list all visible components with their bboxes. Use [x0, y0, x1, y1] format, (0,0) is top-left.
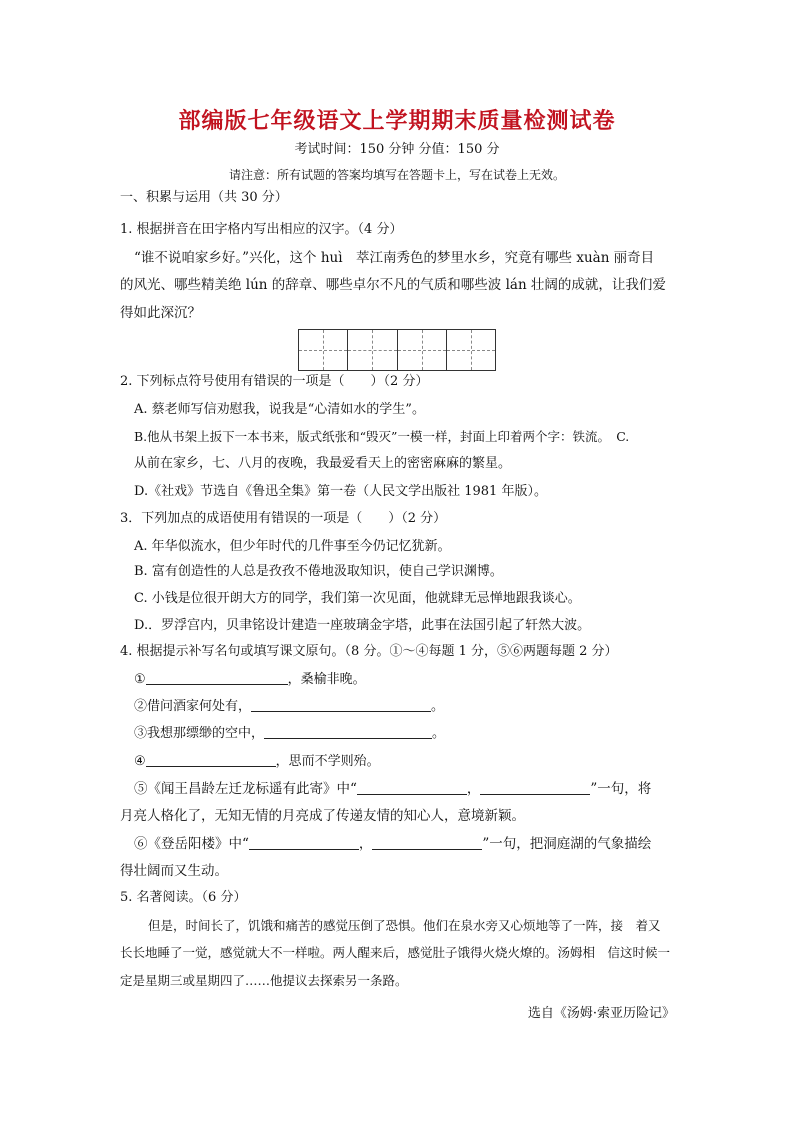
answer-blank-5b[interactable] — [480, 780, 590, 795]
q4-item-1-number: ① — [134, 672, 146, 687]
q3-option-b: B. 富有创造性的人总是孜孜不倦地汲取知识，使自己学识渊博。 — [134, 564, 503, 579]
q3-option-c: C. 小钱是位很开朗大方的同学，我们第一次见面，他就肆无忌惮地跟我谈心。 — [134, 591, 581, 606]
q4-item-2-end: 。 — [431, 699, 445, 714]
q5-source: 选自《汤姆·索亚历险记》 — [527, 1006, 675, 1021]
grid-cell — [299, 330, 348, 370]
q4-prompt: 4. 根据提示补写名句或填写课文原句。（8 分。①～④每题 1 分，⑤⑥两题每题 2 分） — [120, 644, 618, 659]
answer-blank-6a[interactable] — [249, 835, 359, 850]
grid-cell — [398, 330, 447, 370]
q4-item-4 — [134, 752, 380, 771]
q4-item-3-text: ③我想那缥缈的空中， — [134, 726, 265, 741]
q1-prompt: 1. 根据拼音在田字格内写出相应的汉字。（4 分） — [120, 222, 403, 237]
answer-blank-4[interactable] — [146, 752, 276, 767]
notice-text: 请注意：所有试题的答案均填写在答题卡上，写在试卷上无效。 — [228, 168, 565, 182]
answer-blank-6b[interactable] — [372, 835, 482, 850]
answer-blank-1[interactable] — [146, 670, 288, 685]
answer-blank-5a[interactable] — [357, 780, 467, 795]
grid-cell — [447, 330, 495, 370]
q4-item-6-line2: 得壮阔而又生动。 — [120, 863, 228, 879]
q2-option-b: B.他从书架上扳下一本书来，版式纸张和“毁灭”一模一样，封面上印着两个字：铁流。 C. — [134, 429, 630, 444]
q4-item-3-end: 。 — [432, 726, 446, 741]
q5-excerpt-line3: 定是星期三或星期四了……他提议去探索另一条路。 — [120, 973, 408, 988]
grid-cell — [348, 330, 397, 370]
q2-option-d: D.《社戏》节选自《鲁迅全集》第一卷（人民文学出版社 1981 年版）。 — [134, 484, 547, 499]
q2-option-a: A. 蔡老师写信劝慰我，说我是“心清如水的学生”。 — [134, 402, 425, 417]
q4-item-4-text: ，思而不学则殆。 — [275, 754, 380, 769]
q4-item-6-tail: ”一句，把洞庭湖的气象描绘 — [482, 836, 652, 852]
q3-option-d: D.．罗浮宫内，贝聿铭设计建造一座玻璃金字塔，此事在法国引起了轩然大波。 — [134, 618, 591, 633]
q4-item-2-text: ②借问酒家何处有， — [134, 699, 252, 714]
section-heading: 一、积累与运用（共 30 分） — [120, 190, 288, 205]
q4-item-1-text: ，桑榆非晚。 — [287, 672, 366, 687]
q3-option-a: A. 年华似流水，但少年时代的几件事至今仍记忆犹新。 — [134, 539, 451, 554]
q4-item-4-number: ④ — [134, 754, 146, 769]
q4-item-5 — [134, 780, 651, 798]
q4-item-5-line2: 月亮人格化了，无知无情的月亮成了传递友情的知心人，意境新颖。 — [120, 808, 525, 824]
q1-passage-line1: “谁不说咱家乡好。”兴化，这个 huì 萃江南秀色的梦里水乡，究竟有哪些 xuàn 丽奇目 — [134, 250, 655, 266]
q1-passage-line2: 的风光、哪些精美绝 lún 的辞章、哪些卓尔不凡的气质和哪些波 lán 壮阔的成就，让我们爱 — [120, 277, 666, 293]
q4-item-1 — [134, 670, 366, 689]
answer-blank-3[interactable] — [264, 724, 432, 739]
q4-item-5-text: ⑤《闻王昌龄左迁龙标遥有此寄》中“ — [134, 781, 357, 797]
tianzige-grid — [298, 329, 496, 371]
q4-item-6-comma: ， — [358, 836, 373, 852]
answer-blank-2[interactable] — [251, 697, 431, 712]
q2-prompt: 2. 下列标点符号使用有错误的一项是（ ）（2 分） — [120, 374, 429, 389]
exam-info: 考试时间：150 分钟 分值：150 分 — [294, 142, 500, 157]
q5-excerpt-line1: 但是，时间长了，饥饿和痛苦的感觉压倒了恐惧。他们在泉水旁又心烦地等了一阵，接 着又 — [148, 918, 661, 933]
q4-item-3 — [134, 724, 445, 743]
q3-prompt: 3．下列加点的成语使用有错误的一项是（ ）（2 分） — [120, 511, 447, 526]
q4-item-5-tail: ”一句，将 — [590, 781, 652, 797]
q5-prompt: 5. 名著阅读。（6 分） — [120, 890, 247, 905]
q2-option-c: 从前在家乡，七、八月的夜晚，我最爱看天上的密密麻麻的繁星。 — [134, 456, 512, 471]
q4-item-6 — [134, 835, 651, 853]
q5-excerpt-line2: 长长地睡了一觉，感觉就大不一样啦。两人醒来后，感觉肚子饿得火烧火燎的。汤姆相 信这时候一 — [120, 945, 671, 960]
q4-item-5-comma: ， — [466, 781, 481, 797]
page-title: 部编版七年级语文上学期期末质量检测试卷 — [178, 109, 616, 134]
q1-passage-line3: 得如此深沉？ — [120, 305, 201, 321]
q4-item-2 — [134, 697, 444, 716]
q4-item-6-text: ⑥《登岳阳楼》中“ — [134, 836, 249, 852]
